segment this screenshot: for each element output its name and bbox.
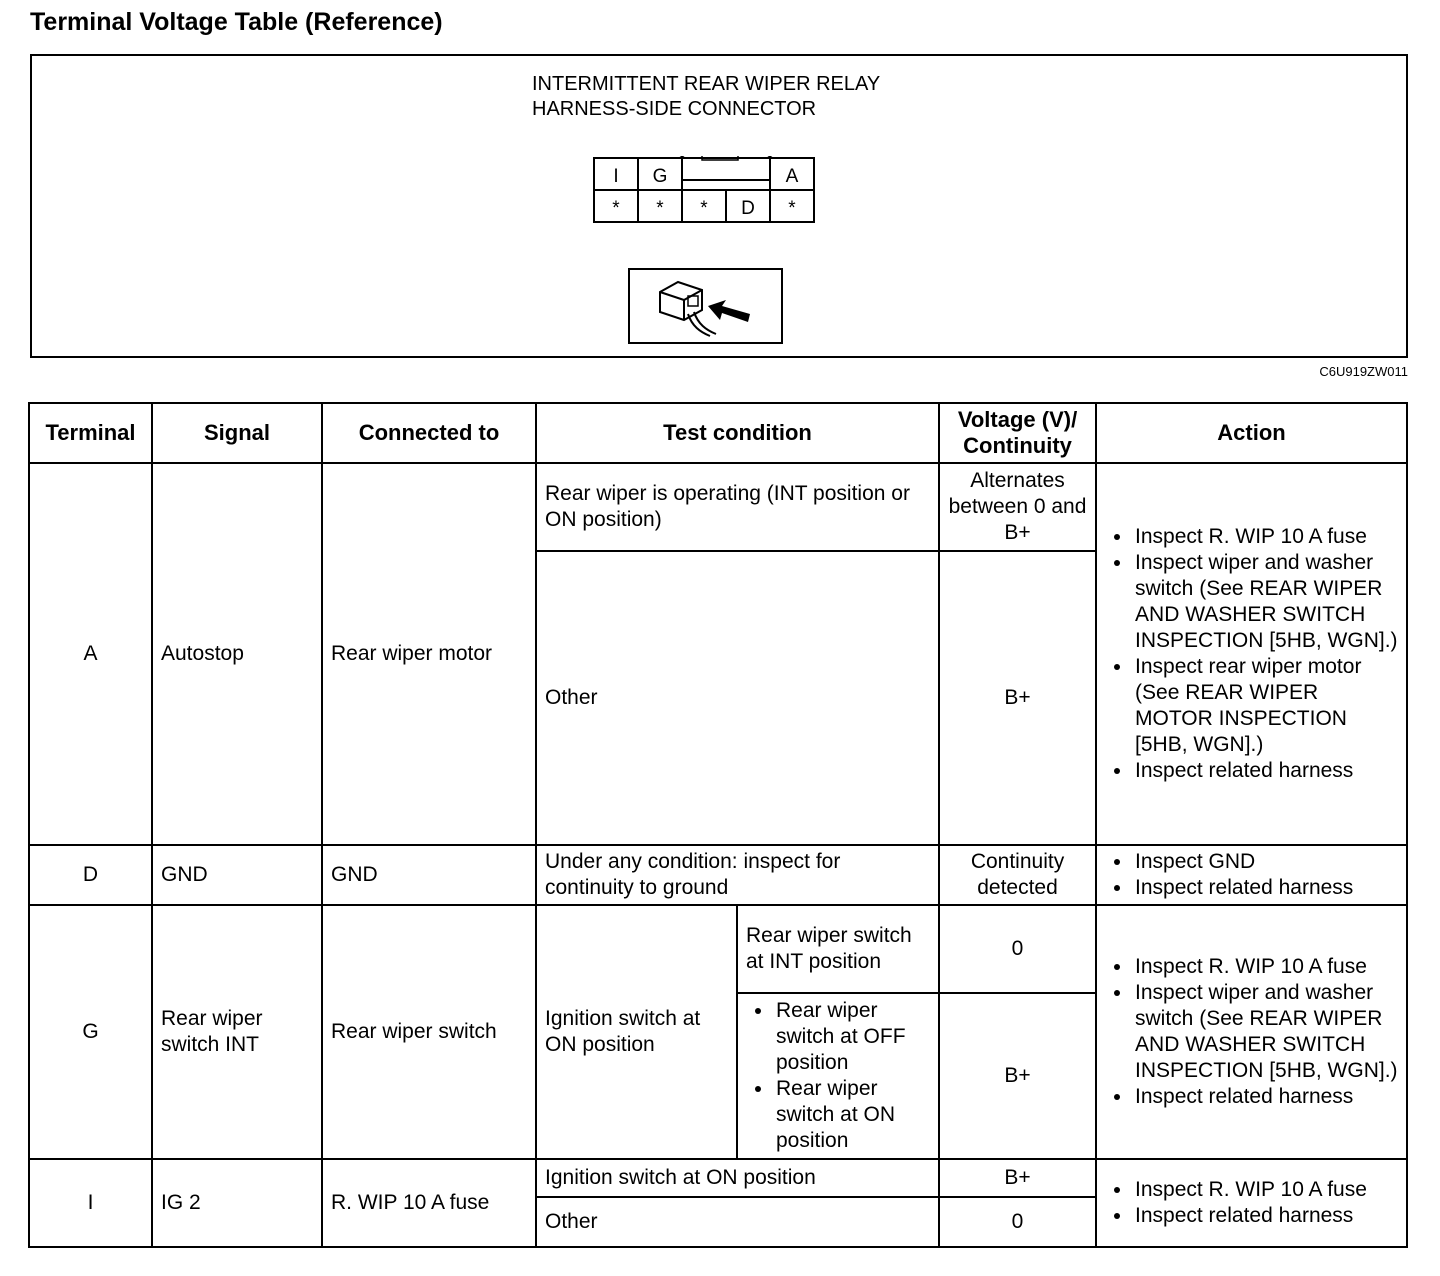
action-item: • Inspect related harness [1133, 1084, 1398, 1110]
subcondition-item: • Rear wiper switch at OFF position [774, 998, 930, 1076]
pin-label: * [788, 198, 796, 219]
test-subcondition-cell: Rear wiper switch at INT position [737, 905, 939, 993]
header-voltage-line2: Continuity [963, 433, 1072, 458]
pin-label: I [613, 166, 619, 187]
pin-label: * [700, 198, 708, 219]
action-item: • Inspect wiper and washer switch (See REAR WIPER AND WASHER SWITCH INSPECTION [5HB, WGN].) [1133, 550, 1398, 654]
table-row [29, 463, 1407, 551]
voltage-cell: B+ [939, 1159, 1096, 1197]
action-cell [1096, 1159, 1407, 1247]
terminal-cell: A [29, 463, 152, 845]
voltage-cell: B+ [939, 551, 1096, 845]
table-row [29, 1159, 1407, 1197]
action-item: • Inspect wiper and washer switch (See REAR WIPER AND WASHER SWITCH INSPECTION [5HB, WGN].) [1133, 980, 1398, 1084]
table-header-row [29, 403, 1407, 463]
header-signal: Signal [152, 403, 322, 463]
header-test-condition: Test condition [536, 403, 939, 463]
header-action: Action [1096, 403, 1407, 463]
action-item: • Inspect rear wiper motor (See REAR WIPER MOTOR INSPECTION [5HB, WGN].) [1133, 654, 1398, 758]
subcondition-item: • Rear wiper switch at ON position [774, 1076, 930, 1154]
figure-code: C6U919ZW011 [1319, 364, 1408, 379]
connected-to-cell: Rear wiper switch [322, 905, 536, 1159]
connector-pinout [592, 156, 822, 228]
signal-cell: GND [152, 845, 322, 905]
test-subcondition-cell [737, 993, 939, 1159]
signal-cell: IG 2 [152, 1159, 322, 1247]
action-cell [1096, 463, 1407, 845]
table-row [29, 905, 1407, 993]
test-condition-cell: Ignition switch at ON position [536, 1159, 939, 1197]
connected-to-cell: R. WIP 10 A fuse [322, 1159, 536, 1247]
test-condition-cell: Other [536, 1197, 939, 1247]
voltage-cell: 0 [939, 905, 1096, 993]
action-cell [1096, 905, 1407, 1159]
action-item: • Inspect R. WIP 10 A fuse [1133, 954, 1398, 980]
voltage-cell: Continuity detected [939, 845, 1096, 905]
page-title: Terminal Voltage Table (Reference) [30, 8, 443, 36]
harness-side-view-icon [628, 268, 783, 344]
action-item: • Inspect R. WIP 10 A fuse [1133, 1177, 1398, 1203]
pin-label: * [656, 198, 664, 219]
caption-line-1: INTERMITTENT REAR WIPER RELAY [532, 73, 881, 95]
terminal-cell: G [29, 905, 152, 1159]
voltage-cell: Alternates between 0 and B+ [939, 463, 1096, 551]
header-terminal: Terminal [29, 403, 152, 463]
test-condition-cell: Under any condition: inspect for continuity to ground [536, 845, 939, 905]
action-cell [1096, 845, 1407, 905]
pin-label: G [652, 166, 668, 187]
terminal-cell: D [29, 845, 152, 905]
header-voltage-line1: Voltage (V)/ [957, 407, 1078, 432]
connected-to-cell: GND [322, 845, 536, 905]
caption-line-2: HARNESS-SIDE CONNECTOR [532, 98, 817, 120]
table-row [29, 845, 1407, 905]
header-voltage [939, 403, 1096, 463]
pin-label: D [741, 198, 755, 219]
test-condition-cell: Other [536, 551, 939, 845]
terminal-voltage-table [28, 402, 1408, 1248]
connector-diagram [30, 54, 1408, 358]
signal-cell: Rear wiper switch INT [152, 905, 322, 1159]
connected-to-cell: Rear wiper motor [322, 463, 536, 845]
pin-label: * [612, 198, 620, 219]
action-item: • Inspect related harness [1133, 758, 1398, 784]
header-connected-to: Connected to [322, 403, 536, 463]
terminal-cell: I [29, 1159, 152, 1247]
test-condition-cell: Ignition switch at ON position [536, 905, 737, 1159]
action-item: • Inspect related harness [1133, 875, 1398, 901]
voltage-cell: 0 [939, 1197, 1096, 1247]
action-item: • Inspect R. WIP 10 A fuse [1133, 524, 1398, 550]
test-condition-cell: Rear wiper is operating (INT position or ON position) [536, 463, 939, 551]
signal-cell: Autostop [152, 463, 322, 845]
pin-label: A [785, 166, 799, 187]
diagram-caption [532, 72, 880, 122]
action-item: • Inspect GND [1133, 849, 1398, 875]
action-item: • Inspect related harness [1133, 1203, 1398, 1229]
voltage-cell: B+ [939, 993, 1096, 1159]
